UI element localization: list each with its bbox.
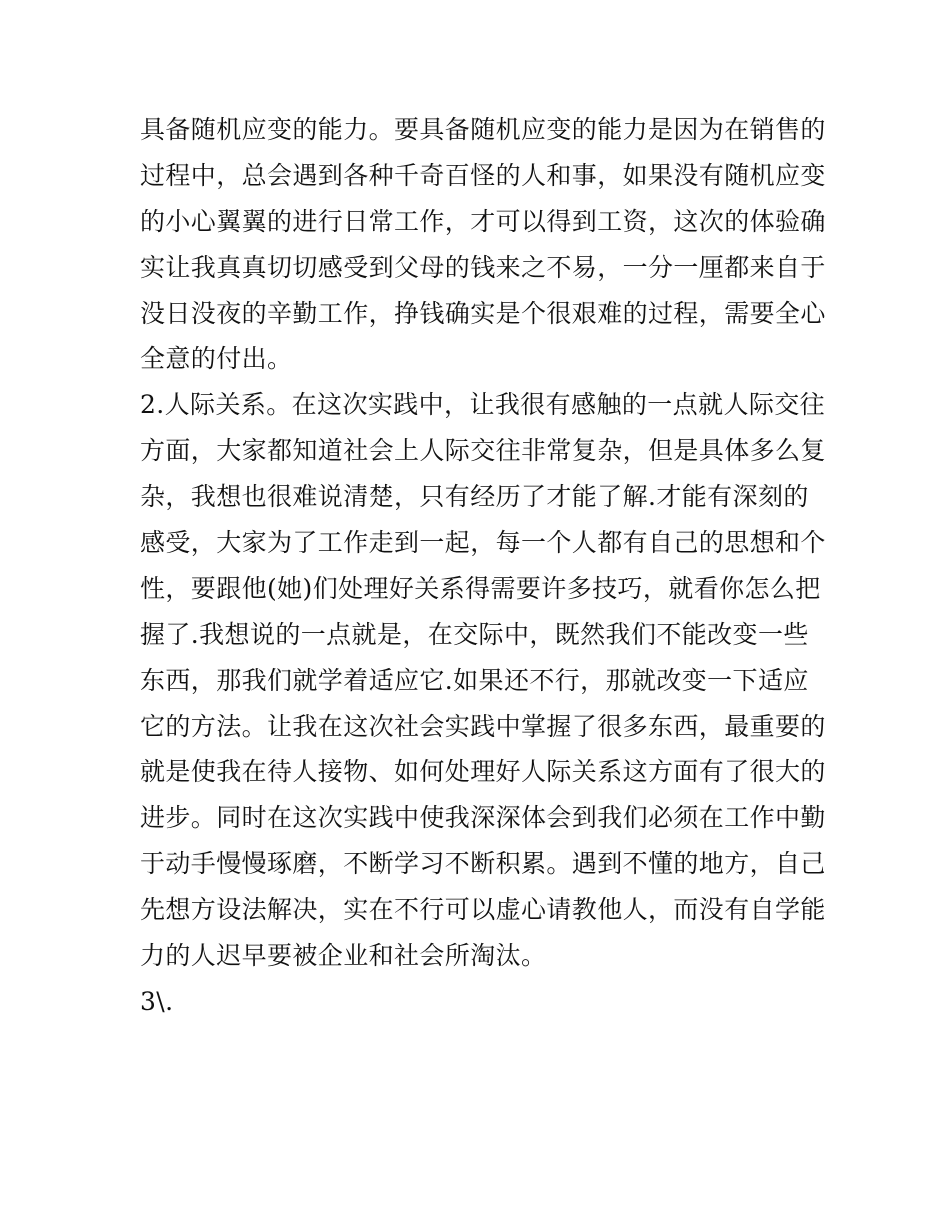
text-line: 性，要跟他(她)们处理好关系得需要许多技巧，就看你怎么把: [140, 573, 821, 603]
text-line: 感受，大家为了工作走到一起，每一个人都有自己的思想和个: [140, 528, 826, 558]
text-line: 握了.我想说的一点就是，在交际中，既然我们不能改变一些: [140, 619, 809, 649]
text-line: 全意的付出。: [140, 344, 293, 374]
text-line: 先想方设法解决，实在不行可以虚心请教他人，而没有自学能: [140, 895, 826, 925]
text-line: 杂，我想也很难说清楚，只有经历了才能了解.才能有深刻的: [140, 482, 809, 512]
text-line: 进步。同时在这次实践中使我深深体会到我们必须在工作中勤: [140, 803, 826, 833]
section-heading-line: 2.人际关系。在这次实践中，让我很有感触的一点就人际交往: [140, 390, 826, 420]
text-line: 的小心翼翼的进行日常工作，才可以得到工资，这次的体验确: [140, 206, 826, 236]
text-line: 于动手慢慢琢磨，不断学习不断积累。遇到不懂的地方，自己: [140, 849, 826, 879]
text-line: 实让我真真切切感受到父母的钱来之不易，一分一厘都来自于: [140, 252, 826, 282]
text-line: 就是使我在待人接物、如何处理好人际关系这方面有了很大的: [140, 757, 826, 787]
text-line: 它的方法。让我在这次社会实践中掌握了很多东西，最重要的: [140, 711, 826, 741]
text-line: 过程中，总会遇到各种千奇百怪的人和事，如果没有随机应变: [140, 160, 826, 190]
section-heading-line: 3\.: [140, 986, 174, 1016]
text-line: 东西，那我们就学着适应它.如果还不行，那就改变一下适应: [140, 665, 809, 695]
text-line: 没日没夜的辛勤工作，挣钱确实是个很艰难的过程，需要全心: [140, 298, 826, 328]
document-body: [140, 107, 826, 1025]
text-line: 方面，大家都知道社会上人际交往非常复杂，但是具体多么复: [140, 436, 826, 466]
text-line: 力的人迟早要被企业和社会所淘汰。: [140, 941, 547, 971]
text-line: 具备随机应变的能力。要具备随机应变的能力是因为在销售的: [140, 115, 826, 144]
